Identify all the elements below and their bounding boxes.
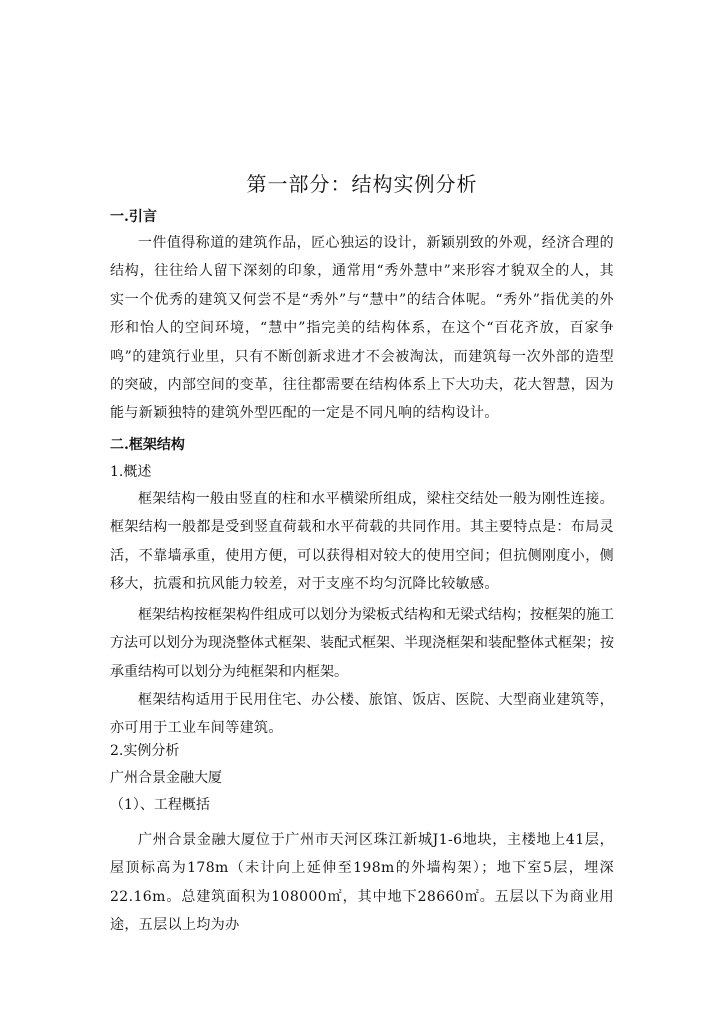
subsection-heading-case-analysis: 2.实例分析	[110, 743, 180, 759]
case-paragraph: 广州合景金融大厦位于广州市天河区珠江新城J1-6地块，主楼地上41层，屋顶标高为178m（未计向上延伸至198m的外墙构架）；地下室5层，埋深22.16m。总建筑面积为108000㎡，其中地下28660㎡。五层以下为商业用途，五层以上均为办	[110, 832, 614, 934]
section-heading-introduction: 一.引言	[110, 209, 157, 225]
subsection-heading-overview: 1.概述	[110, 464, 152, 480]
introduction-paragraph: 一件值得称道的建筑作品，匠心独运的设计，新颖别致的外观，经济合理的结构，往往给人留下深刻的印象，通常用“秀外慧中”来形容才貌双全的人，其实一个优秀的建筑又何尝不是“秀外”与“慧中”的结合体呢。“秀外”指优美的外形和怡人的空间环境，“慧中”指完美的结构体系，在这个“百花齐放，百家争鸣”的建筑行业里，只有不断创新求进才不会被淘汰，而建筑每一次外部的造型的突破，内部空间的变革，往往都需要在结构体系上下大功夫，花大智慧，因为能与新颖独特的建筑外型匹配的一定是不同凡响的结构设计。	[110, 235, 614, 422]
case-title: 广州合景金融大厦	[110, 770, 222, 786]
overview-paragraph-3: 框架结构适用于民用住宅、办公楼、旅馆、饭店、医院、大型商业建筑等，亦可用于工业车间等建筑。	[110, 692, 614, 737]
page-title: 第一部分：结构实例分析	[246, 172, 478, 196]
overview-paragraph-1: 框架结构一般由竖直的柱和水平横梁所组成，梁柱交结处一般为刚性连接。框架结构一般都是受到竖直荷载和水平荷载的共同作用。其主要特点是：布局灵活，不靠墙承重，使用方便，可以获得相对较大的使用空间；但抗侧刚度小，侧移大，抗震和抗风能力较差，对于支座不均匀沉降比较敏感。	[110, 491, 614, 593]
section-heading-frame-structure: 二.框架结构	[110, 437, 185, 453]
overview-paragraph-2: 框架结构按框架构件组成可以划分为梁板式结构和无梁式结构；按框架的施工方法可以划分为现浇整体式框架、装配式框架、半现浇框架和装配整体式框架；按承重结构可以划分为纯框架和内框架。	[110, 607, 614, 680]
case-subheading-project-overview: （1）、工程概括	[110, 797, 210, 813]
